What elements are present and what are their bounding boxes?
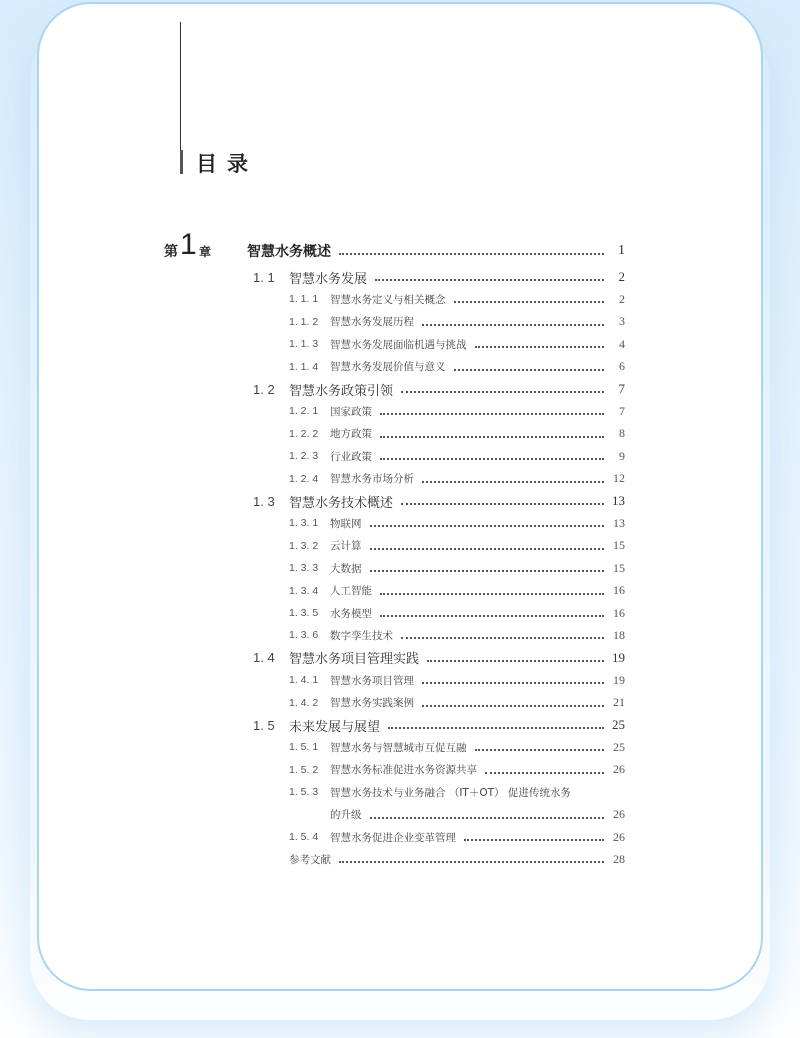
section-number: 1. 3. 1 [289, 517, 319, 530]
toc-row[interactable] [0, 827, 800, 847]
section-number: 1. 3. 4 [289, 584, 319, 597]
dot-leader [422, 705, 604, 707]
section-title: 智慧水务定义与相关概念 [330, 293, 446, 306]
dot-leader [339, 253, 604, 255]
page-number: 7 [619, 403, 625, 418]
section-number: 1. 4 [253, 650, 275, 666]
page-number: 15 [613, 538, 625, 553]
chapter-suffix: 章 [199, 245, 212, 259]
page-number: 15 [613, 560, 625, 575]
toc-row[interactable] [0, 737, 800, 757]
toc-row[interactable] [0, 581, 800, 601]
chapter-number: 1 [180, 228, 197, 261]
section-title: 智慧水务技术概述 [289, 495, 394, 511]
dot-leader [485, 772, 604, 774]
title-bar-marker [180, 150, 183, 174]
dot-leader [454, 301, 605, 303]
page-number: 1 [618, 243, 625, 258]
page-number: 12 [613, 471, 625, 486]
toc-row[interactable] [0, 379, 800, 399]
section-number: 1. 2. 3 [289, 450, 319, 463]
section-title: 的升级 [330, 809, 362, 822]
page-number: 2 [618, 269, 625, 284]
page-number: 2 [619, 291, 625, 306]
page-number: 3 [619, 314, 625, 329]
section-number: 1. 5. 1 [289, 741, 319, 754]
toc-row[interactable] [0, 424, 800, 444]
dot-leader [422, 481, 604, 483]
dot-leader [475, 346, 605, 348]
dot-leader [370, 525, 605, 527]
page-number: 7 [618, 381, 625, 396]
section-number: 1. 3. 3 [289, 562, 319, 575]
dot-leader [380, 436, 604, 438]
section-title: 智慧水务政策引领 [289, 383, 394, 399]
section-title: 智慧水务技术与业务融合 （IT＋OT） 促进传统水务 [330, 786, 571, 799]
section-number: 1. 1. 1 [289, 293, 319, 306]
page-number: 13 [613, 515, 625, 530]
dot-leader [370, 817, 605, 819]
page-number: 26 [613, 762, 625, 777]
dot-leader [427, 660, 604, 662]
toc-row[interactable] [0, 267, 800, 287]
dot-leader [339, 861, 604, 863]
section-title: 智慧水务标准促进水务资源共享 [330, 764, 477, 777]
section-title: 水务模型 [330, 607, 372, 620]
page-number: 25 [613, 739, 625, 754]
section-title: 智慧水务发展面临机遇与挑战 [330, 338, 467, 351]
page-number: 25 [612, 717, 625, 732]
section-number: 1. 2. 2 [289, 427, 319, 440]
section-number: 1. 2. 1 [289, 405, 319, 418]
dot-leader [388, 727, 604, 729]
section-number: 1. 5. 2 [289, 763, 319, 776]
section-number: 1. 1. 2 [289, 315, 319, 328]
section-title: 行业政策 [330, 450, 372, 463]
dot-leader [401, 391, 604, 393]
page-number: 26 [613, 829, 625, 844]
section-number: 1. 3. 6 [289, 629, 319, 642]
section-number: 1. 5. 3 [289, 786, 319, 799]
page-number: 9 [619, 448, 625, 463]
page-number: 13 [612, 493, 625, 508]
section-number: 1. 5. 4 [289, 831, 319, 843]
section-title: 数字孪生技术 [330, 629, 393, 642]
toc-row[interactable] [0, 558, 800, 578]
section-title: 参考文献 [289, 853, 331, 866]
dot-leader [380, 458, 604, 460]
toc-row[interactable] [0, 401, 800, 421]
section-number: 1. 2 [253, 381, 275, 397]
section-number: 1. 1. 3 [289, 338, 319, 351]
page-number: 18 [613, 627, 625, 642]
dot-leader [475, 749, 605, 751]
dot-leader [422, 682, 604, 684]
toc-row[interactable] [0, 603, 800, 623]
toc-row[interactable] [0, 513, 800, 533]
section-number: 1. 3. 2 [289, 539, 319, 552]
toc-row[interactable] [0, 670, 800, 690]
page-title: 目录 [196, 152, 258, 176]
dot-leader [422, 324, 604, 326]
page-number: 26 [613, 807, 625, 822]
dot-leader [464, 839, 604, 841]
dot-leader [401, 503, 604, 505]
section-title: 地方政策 [330, 428, 372, 441]
section-title: 智慧水务发展历程 [330, 316, 414, 329]
dot-leader [380, 615, 604, 617]
chapter-title: 智慧水务概述 [247, 244, 331, 260]
section-title: 智慧水务项目管理 [330, 674, 414, 687]
dot-leader [380, 413, 604, 415]
toc-row[interactable] [0, 648, 800, 668]
toc-row[interactable] [0, 625, 800, 645]
chapter-prefix: 第 [164, 244, 178, 260]
section-title: 未来发展与展望 [289, 719, 381, 735]
page-number: 19 [613, 672, 625, 687]
section-title: 智慧水务市场分析 [330, 473, 414, 486]
section-title: 智慧水务促进企业变革管理 [330, 831, 456, 844]
toc-row[interactable] [0, 760, 800, 780]
section-number: 1. 2. 4 [289, 472, 319, 485]
page-number: 16 [613, 583, 625, 598]
page-number: 4 [619, 336, 625, 351]
section-number: 1. 3 [253, 493, 275, 509]
toc-row[interactable] [0, 357, 800, 377]
section-title: 大数据 [330, 562, 362, 575]
section-title: 智慧水务实践案例 [330, 697, 414, 710]
section-title: 智慧水务项目管理实践 [289, 652, 420, 668]
toc-row[interactable] [0, 446, 800, 466]
dot-leader [375, 279, 604, 281]
dot-leader [370, 570, 605, 572]
page-number: 19 [612, 649, 625, 665]
toc-row[interactable] [0, 805, 800, 825]
toc-row[interactable] [0, 289, 800, 309]
toc-row[interactable] [0, 693, 800, 713]
toc-row[interactable] [0, 782, 800, 802]
toc-row[interactable] [0, 849, 800, 869]
section-number: 1. 5 [253, 717, 275, 733]
toc-row[interactable] [0, 491, 800, 511]
dot-leader [370, 548, 605, 550]
section-number: 1. 4. 1 [289, 674, 319, 687]
page-number: 6 [619, 359, 625, 374]
page-number: 28 [613, 851, 625, 866]
toc-row[interactable] [0, 469, 800, 489]
section-title: 智慧水务与智慧城市互促互融 [330, 741, 467, 754]
section-title: 物联网 [330, 517, 362, 530]
dot-leader [380, 593, 604, 595]
section-title: 智慧水务发展价值与意义 [330, 361, 446, 374]
toc-chapter-row[interactable] [0, 241, 800, 261]
toc-row[interactable] [0, 715, 800, 735]
toc-row[interactable] [0, 312, 800, 332]
section-number: 1. 4. 2 [289, 696, 319, 709]
section-title: 人工智能 [330, 585, 372, 598]
section-title: 国家政策 [330, 405, 372, 418]
page-number: 21 [613, 695, 625, 710]
section-number: 1. 1. 4 [289, 360, 319, 373]
dot-leader [454, 369, 605, 371]
section-number: 1. 3. 5 [289, 607, 319, 619]
section-title: 智慧水务发展 [289, 271, 368, 287]
dot-leader [401, 637, 604, 639]
page-number: 16 [613, 605, 625, 620]
page-number: 8 [619, 426, 625, 441]
section-title: 云计算 [330, 540, 362, 553]
toc-row[interactable] [0, 536, 800, 556]
toc-row[interactable] [0, 334, 800, 354]
section-number: 1. 1 [253, 269, 275, 285]
